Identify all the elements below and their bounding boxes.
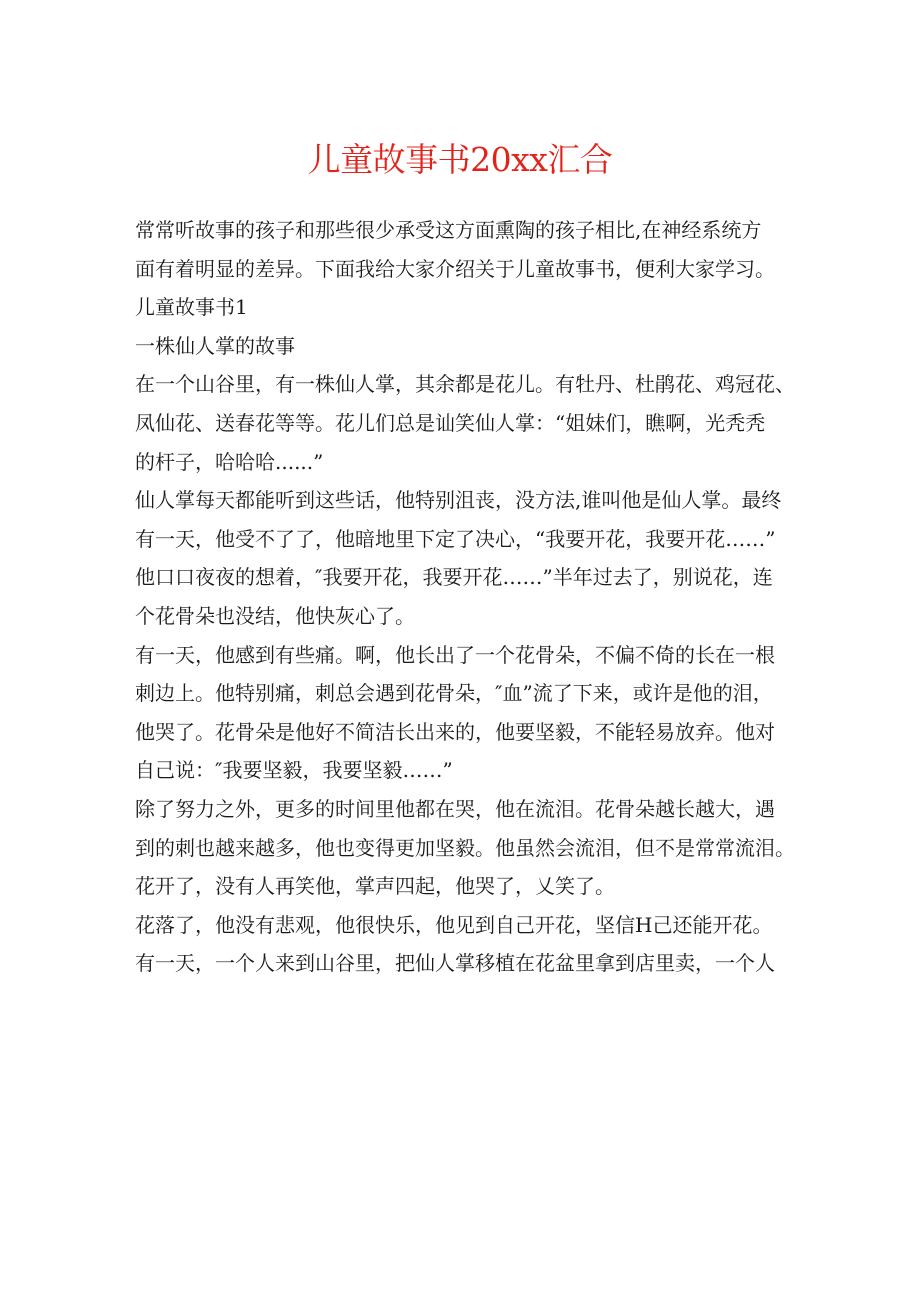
story-title: 一株仙人掌的故事 xyxy=(135,333,295,358)
text-line: 有一天，一个人来到山谷里，把仙人掌移植在花盆里拿到店里卖，一个人 xyxy=(135,951,775,976)
text-line: 自己说：″我要坚毅，我要坚毅……” xyxy=(135,758,453,783)
text-line: 在一个山谷里，有一株仙人掌，其余都是花儿。有牡丹、杜鹃花、鸡冠花、 xyxy=(135,372,795,397)
text-line: 刺边上。他特别痛，刺总会遇到花骨朵，″血”流了下来，或许是他的泪， xyxy=(135,681,773,706)
text-line: 花开了，没有人再笑他，掌声四起，他哭了，乂笑了。 xyxy=(135,874,615,899)
text-line: 花落了，他没有悲观，他很快乐，他见到自己开花，坚信H己还能开花。 xyxy=(135,912,773,937)
text-line: 他哭了。花骨朵是他好不简洁长出来的，他要坚毅，不能轻易放弃。他对 xyxy=(135,719,775,744)
text-line: 除了努力之外，更多的时间里他都在哭，他在流泪。花骨朵越长越大，遇 xyxy=(135,796,775,821)
text-line: 的杆子，哈哈哈......” xyxy=(135,449,324,474)
section-heading: 儿童故事书1 xyxy=(135,295,248,320)
text-line: 个花骨朵也没结，他快灰心了。 xyxy=(135,603,415,628)
document-title: 儿童故事书20xx汇合 xyxy=(307,140,613,179)
text-line: 凤仙花、送春花等等。花儿们总是讪笑仙人掌：“姐妹们，瞧啊，光秃秃 xyxy=(135,410,766,435)
text-line: 面有着明显的差异。下面我给大家介绍关于儿童故事书，便利大家学习。 xyxy=(135,256,775,281)
text-line: 有一天，他感到有些痛。啊，他长出了一个花骨朵，不偏不倚的长在一根 xyxy=(135,642,775,667)
text-line: 常常听故事的孩子和那些很少承受这方面熏陶的孩子相比,在神经系统方 xyxy=(135,218,762,242)
text-line: 他口口夜夜的想着，″我要开花，我要开花……”半年过去了，别说花，连 xyxy=(135,565,773,590)
text-line: 到的刺也越来越多，他也变得更加坚毅。他虽然会流泪，但不是常常流泪。 xyxy=(135,835,795,860)
text-line: 有一天，他受不了了，他暗地里下定了决心，“我要开花，我要开花……” xyxy=(135,526,776,551)
text-line: 仙人掌每天都能听到这些话，他特别沮丧，没方法,谁叫他是仙人掌。最终 xyxy=(135,488,782,513)
document-body xyxy=(135,211,795,983)
